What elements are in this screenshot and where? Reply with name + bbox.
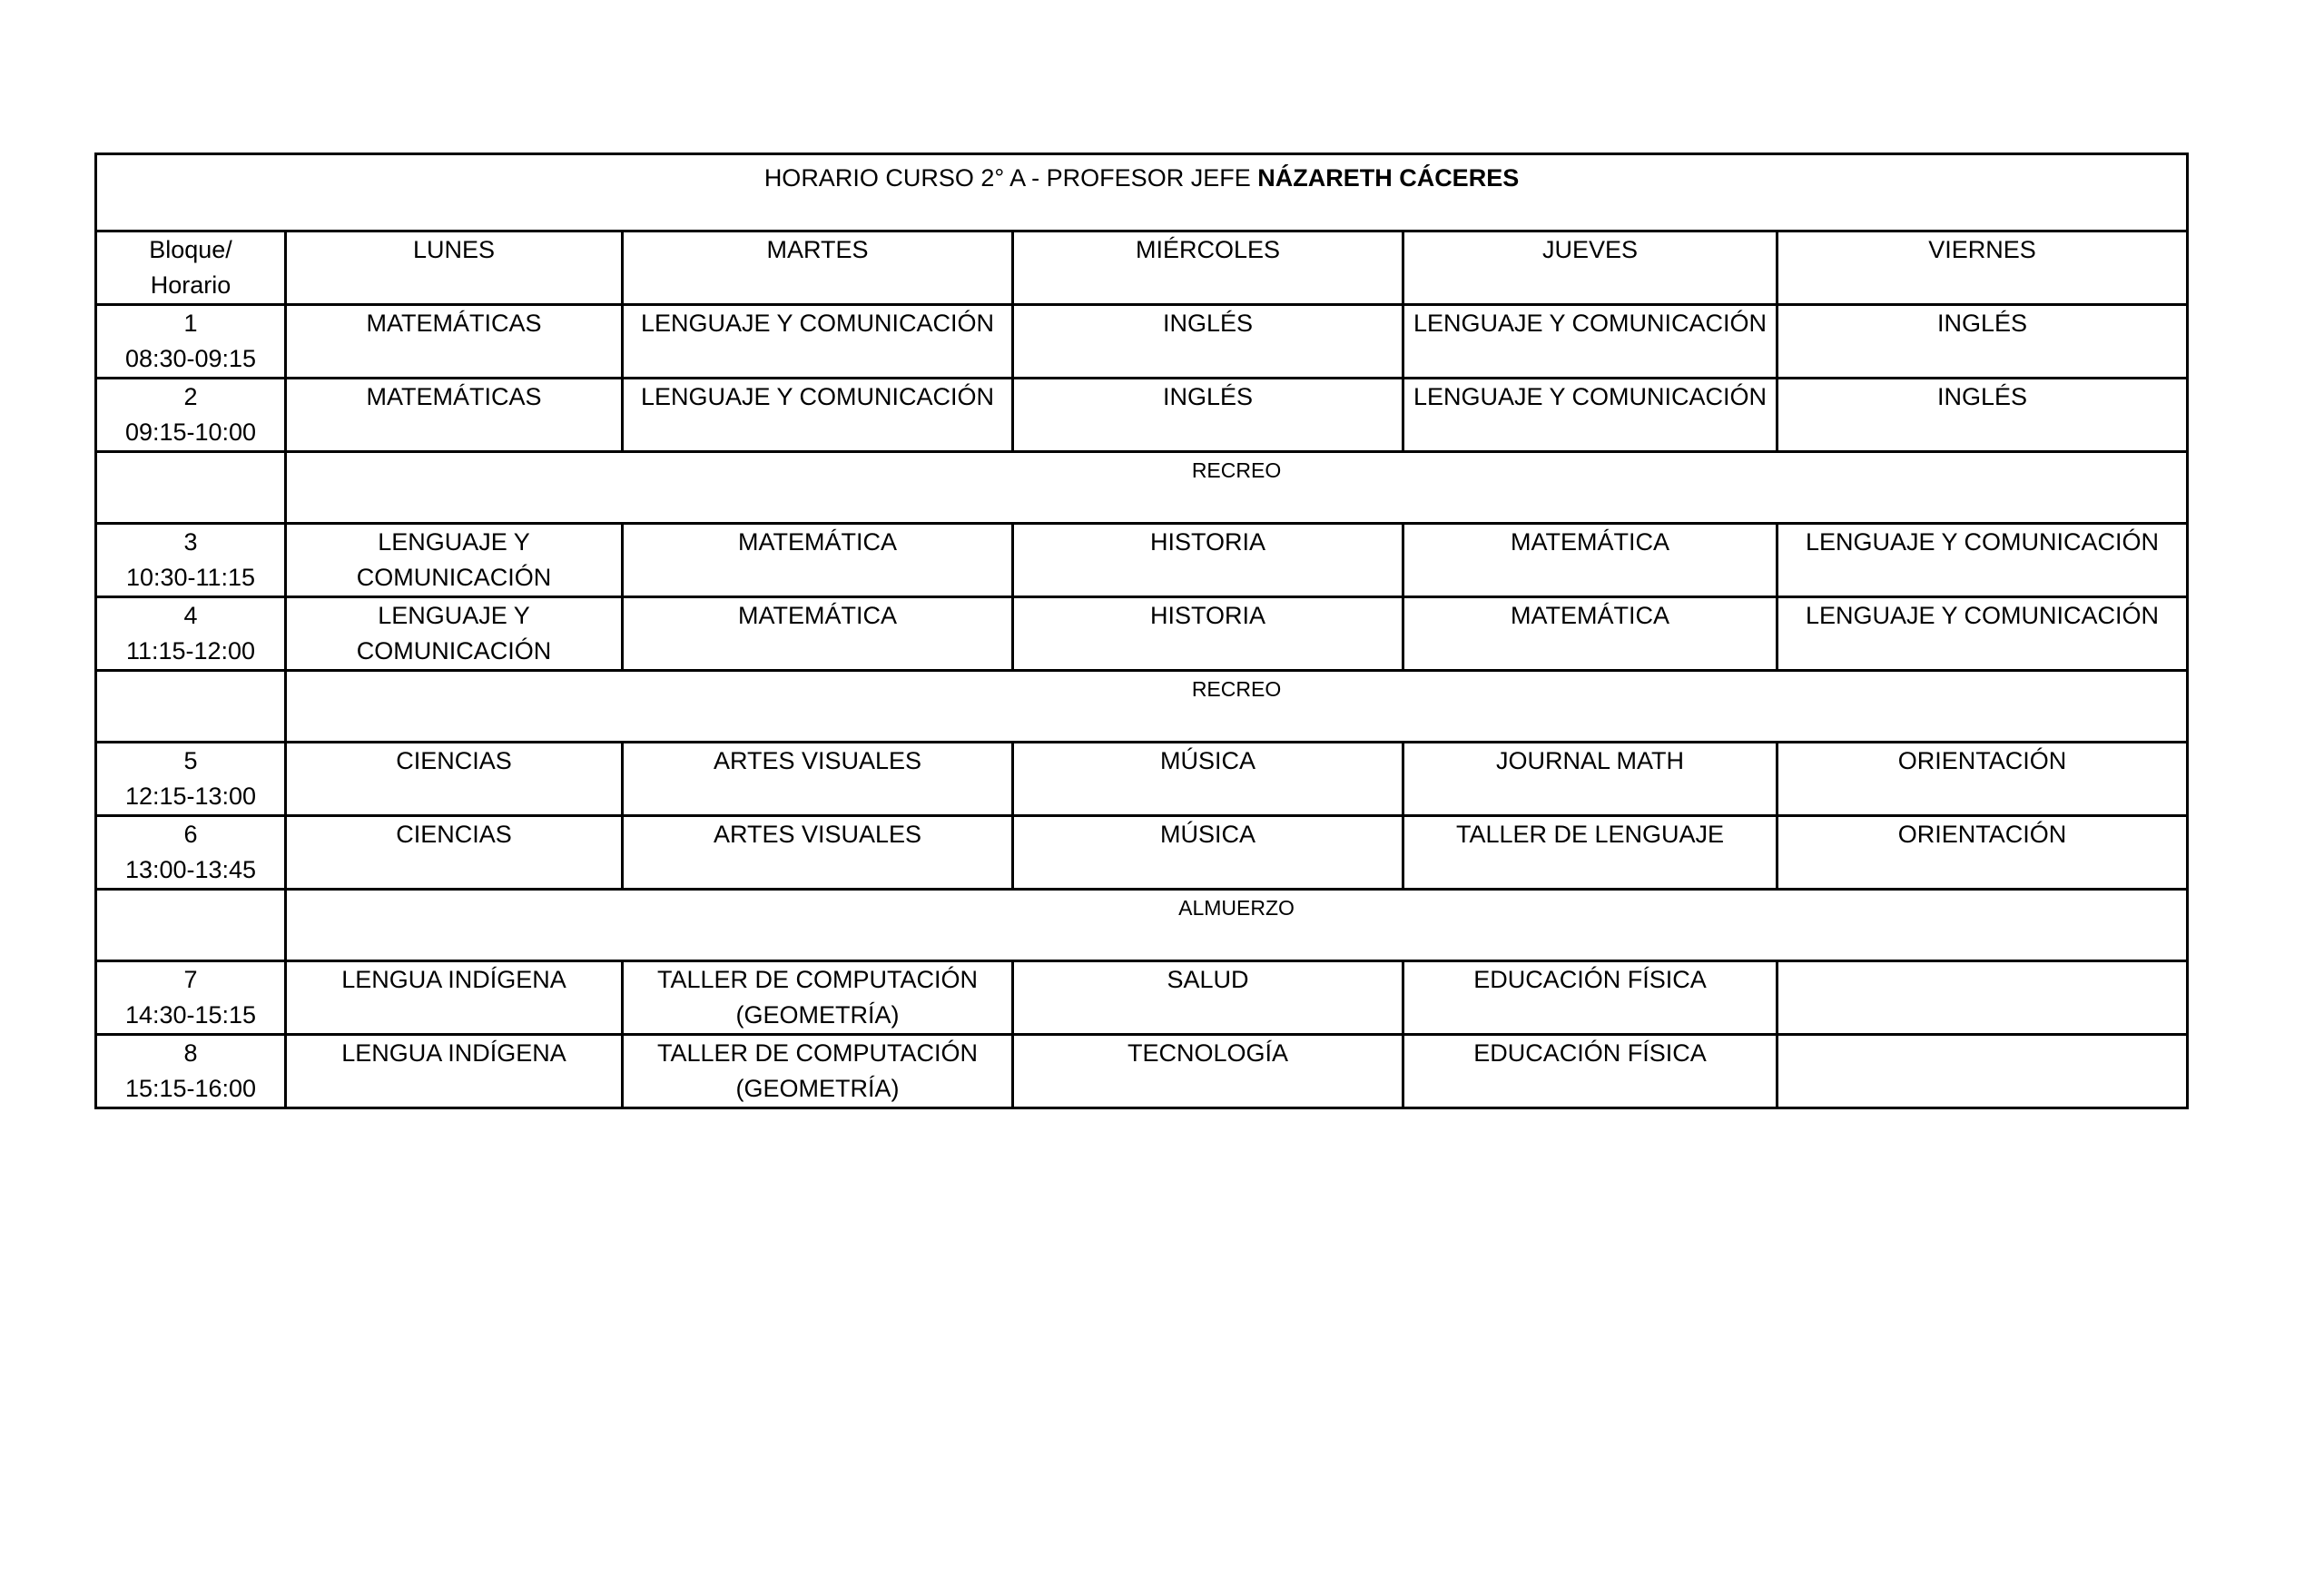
break-row <box>96 452 2188 524</box>
break-label: ALMUERZO <box>286 890 2188 961</box>
subject-cell-martes: LENGUAJE Y COMUNICACIÓN <box>623 379 1013 452</box>
subject-cell-lunes: LENGUA INDÍGENA <box>286 961 623 1035</box>
schedule-table <box>94 153 2189 1109</box>
block-cell <box>96 816 286 890</box>
subject-cell-miercoles: MÚSICA <box>1013 743 1403 816</box>
block-number: 3 <box>183 528 198 556</box>
break-label: RECREO <box>286 671 2188 743</box>
block-cell <box>96 1035 286 1108</box>
block-number: 2 <box>183 383 198 410</box>
block-time: 14:30-15:15 <box>124 1001 257 1029</box>
subject-cell-martes: ARTES VISUALES <box>623 816 1013 890</box>
block-header-line-1: Bloque/ <box>149 236 232 263</box>
subject-cell-miercoles: INGLÉS <box>1013 305 1403 379</box>
block-time: 15:15-16:00 <box>124 1075 257 1102</box>
subject-cell-miercoles: HISTORIA <box>1013 597 1403 671</box>
schedule-row <box>96 379 2188 452</box>
subject-cell-martes: MATEMÁTICA <box>623 597 1013 671</box>
block-time: 09:15-10:00 <box>124 418 257 446</box>
break-block-cell <box>96 890 286 961</box>
subject-cell-miercoles: MÚSICA <box>1013 816 1403 890</box>
title-prefix: HORARIO CURSO 2° A - PROFESOR JEFE <box>763 164 1258 192</box>
subject-cell-martes: LENGUAJE Y COMUNICACIÓN <box>623 305 1013 379</box>
block-time: 13:00-13:45 <box>124 856 257 883</box>
subject-cell-jueves: MATEMÁTICA <box>1403 597 1777 671</box>
subject-cell-martes: ARTES VISUALES <box>623 743 1013 816</box>
block-cell <box>96 379 286 452</box>
schedule-row <box>96 597 2188 671</box>
day-header-martes: MARTES <box>623 231 1013 305</box>
subject-cell-jueves: LENGUAJE Y COMUNICACIÓN <box>1403 305 1777 379</box>
break-label: RECREO <box>286 452 2188 524</box>
block-time: 12:15-13:00 <box>124 783 257 810</box>
subject-cell-jueves: TALLER DE LENGUAJE <box>1403 816 1777 890</box>
block-column-header <box>96 231 286 305</box>
block-cell <box>96 524 286 597</box>
subject-cell-viernes: INGLÉS <box>1777 305 2188 379</box>
header-row <box>96 231 2188 305</box>
subject-cell-viernes: LENGUAJE Y COMUNICACIÓN <box>1777 597 2188 671</box>
block-cell <box>96 597 286 671</box>
subject-cell-viernes: INGLÉS <box>1777 379 2188 452</box>
title-row <box>96 154 2188 231</box>
break-row <box>96 671 2188 743</box>
block-number: 5 <box>183 747 198 774</box>
break-block-cell <box>96 452 286 524</box>
subject-cell-jueves: EDUCACIÓN FÍSICA <box>1403 1035 1777 1108</box>
subject-cell-lunes: LENGUAJE Y COMUNICACIÓN <box>286 524 623 597</box>
block-header-line-2: Horario <box>150 271 231 299</box>
block-cell <box>96 961 286 1035</box>
subject-cell-viernes <box>1777 961 2188 1035</box>
subject-cell-viernes: ORIENTACIÓN <box>1777 743 2188 816</box>
subject-cell-miercoles: SALUD <box>1013 961 1403 1035</box>
teacher-name: NÁZARETH CÁCERES <box>1257 164 1520 192</box>
schedule-row <box>96 816 2188 890</box>
subject-cell-miercoles: HISTORIA <box>1013 524 1403 597</box>
schedule-row <box>96 1035 2188 1108</box>
subject-cell-viernes <box>1777 1035 2188 1108</box>
block-number: 7 <box>183 966 198 993</box>
day-header-jueves: JUEVES <box>1403 231 1777 305</box>
subject-cell-miercoles: INGLÉS <box>1013 379 1403 452</box>
subject-cell-viernes: ORIENTACIÓN <box>1777 816 2188 890</box>
subject-cell-lunes: CIENCIAS <box>286 816 623 890</box>
block-time: 08:30-09:15 <box>124 345 257 372</box>
subject-cell-lunes: LENGUAJE Y COMUNICACIÓN <box>286 597 623 671</box>
subject-cell-lunes: MATEMÁTICAS <box>286 379 623 452</box>
block-number: 6 <box>183 821 198 848</box>
schedule-row <box>96 743 2188 816</box>
subject-cell-lunes: CIENCIAS <box>286 743 623 816</box>
day-header-viernes: VIERNES <box>1777 231 2188 305</box>
block-cell <box>96 305 286 379</box>
subject-cell-jueves: MATEMÁTICA <box>1403 524 1777 597</box>
block-time: 11:15-12:00 <box>125 637 256 665</box>
subject-cell-martes: MATEMÁTICA <box>623 524 1013 597</box>
block-cell <box>96 743 286 816</box>
subject-cell-viernes: LENGUAJE Y COMUNICACIÓN <box>1777 524 2188 597</box>
break-row <box>96 890 2188 961</box>
subject-cell-jueves: JOURNAL MATH <box>1403 743 1777 816</box>
subject-cell-martes: TALLER DE COMPUTACIÓN (GEOMETRÍA) <box>623 1035 1013 1108</box>
subject-cell-lunes: LENGUA INDÍGENA <box>286 1035 623 1108</box>
schedule-row <box>96 305 2188 379</box>
block-time: 10:30-11:15 <box>125 564 256 591</box>
day-header-miercoles: MIÉRCOLES <box>1013 231 1403 305</box>
subject-cell-miercoles: TECNOLOGÍA <box>1013 1035 1403 1108</box>
subject-cell-jueves: LENGUAJE Y COMUNICACIÓN <box>1403 379 1777 452</box>
subject-cell-lunes: MATEMÁTICAS <box>286 305 623 379</box>
day-header-lunes: LUNES <box>286 231 623 305</box>
block-number: 1 <box>183 310 198 337</box>
block-number: 4 <box>183 602 198 629</box>
schedule-row <box>96 524 2188 597</box>
break-block-cell <box>96 671 286 743</box>
schedule-row <box>96 961 2188 1035</box>
schedule-title <box>96 154 2188 231</box>
subject-cell-martes: TALLER DE COMPUTACIÓN (GEOMETRÍA) <box>623 961 1013 1035</box>
subject-cell-jueves: EDUCACIÓN FÍSICA <box>1403 961 1777 1035</box>
block-number: 8 <box>183 1039 198 1067</box>
